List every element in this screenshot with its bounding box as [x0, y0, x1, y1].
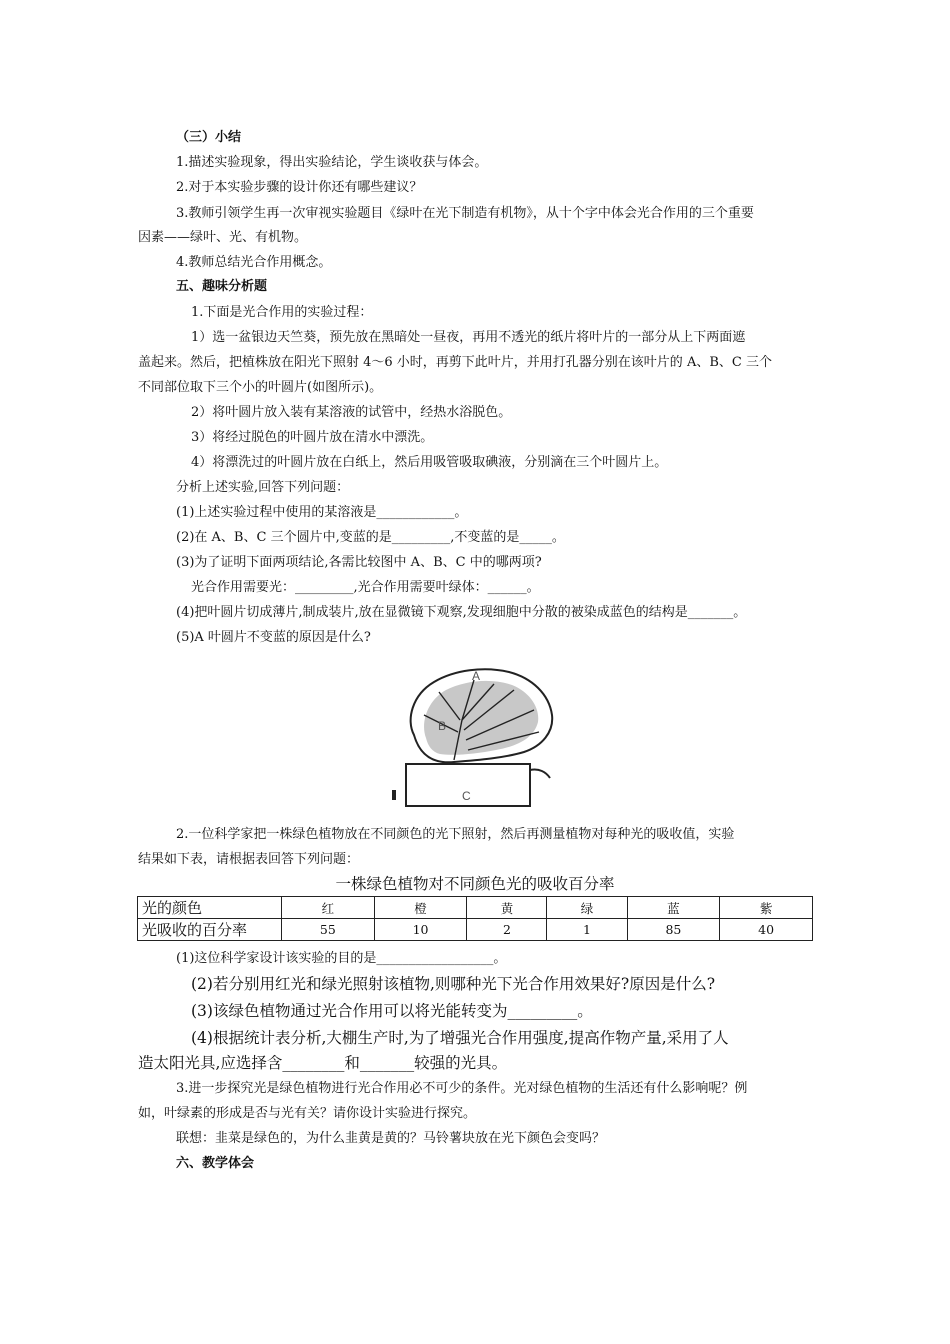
table-row: [138, 897, 813, 919]
text-line: (1)这位科学家设计该实验的目的是__________________。: [176, 951, 507, 966]
text-line: 造太阳光具,应选择含________和_______较强的光具。: [138, 1054, 508, 1072]
absorption-table: [137, 896, 813, 941]
text-line: 联想：韭菜是绿色的，为什么韭黄是黄的？马铃薯块放在光下颜色会变吗？: [176, 1131, 606, 1146]
text-line: 五、趣味分析题: [176, 279, 268, 294]
text-line: （三）小结: [176, 130, 242, 145]
text-line: 分析上述实验,回答下列问题：: [176, 480, 350, 495]
text-line: (5)A 叶圆片不变蓝的原因是什么?: [176, 630, 371, 645]
table-cell: 10: [374, 919, 467, 941]
figure-label-a: A: [472, 669, 481, 683]
table-cell: 2: [467, 919, 547, 941]
text-line: (3)为了证明下面两项结论,各需比较图中 A、B、C 中的哪两项?: [176, 555, 542, 570]
figure-label-b: B: [438, 719, 447, 733]
text-line: (2)在 A、B、C 三个圆片中,变蓝的是_________,不变蓝的是_____。: [176, 530, 565, 545]
table-caption: 一株绿色植物对不同颜色光的吸收百分率: [335, 875, 615, 893]
text-line: (3)该绿色植物通过光合作用可以将光能转变为_________。: [191, 1002, 593, 1020]
row-header-percent: 光吸收的百分率: [138, 919, 282, 941]
figure-label-c: C: [462, 789, 471, 803]
table-cell: 绿: [547, 897, 627, 919]
text-line: 1.描述实验现象，得出实验结论，学生谈收获与体会。: [176, 155, 488, 170]
text-line: 六、教学体会: [176, 1156, 255, 1171]
row-header-color: 光的颜色: [138, 897, 282, 919]
text-line: 光合作用需要光：_________,光合作用需要叶绿体：______。: [191, 580, 540, 595]
text-line: (4)把叶圆片切成薄片,制成装片,放在显微镜下观察,发现细胞中分散的被染成蓝色的结构是_______。: [176, 605, 747, 620]
text-line: (1)上述实验过程中使用的某溶液是____________。: [176, 505, 468, 520]
text-line: 如，叶绿素的形成是否与光有关？请你设计实验进行探究。: [138, 1106, 477, 1121]
text-line: 2.对于本实验步骤的设计你还有哪些建议？: [176, 180, 423, 195]
text-line: 3.进一步探究光是绿色植物进行光合作用必不可少的条件。光对绿色植物的生活还有什么影响呢？例: [176, 1081, 748, 1096]
text-line: 4.教师总结光合作用概念。: [176, 255, 332, 270]
table-cell: 蓝: [627, 897, 720, 919]
text-line: 4）将漂洗过的叶圆片放在白纸上，然后用吸管吸取碘液，分别滴在三个叶圆片上。: [191, 455, 668, 470]
text-line: 1.下面是光合作用的实验过程：: [191, 305, 373, 320]
leaf-diagram: [384, 660, 556, 810]
text-line: 1）选一盆银边天竺葵，预先放在黑暗处一昼夜，再用不透光的纸片将叶片的一部分从上下两面遮: [191, 330, 746, 345]
table-cell: 橙: [374, 897, 467, 919]
table-cell: 85: [627, 919, 720, 941]
table-cell: 1: [547, 919, 627, 941]
text-line: 3.教师引领学生再一次审视实验题目《绿叶在光下制造有机物》，从十个字中体会光合作用的三个重要: [176, 206, 754, 221]
table-cell: 黄: [467, 897, 547, 919]
text-line: (4)根据统计表分析,大棚生产时,为了增强光合作用强度,提高作物产量,采用了人: [191, 1029, 729, 1047]
text-line: 3）将经过脱色的叶圆片放在清水中漂洗。: [191, 430, 434, 445]
text-line: 盖起来。然后，把植株放在阳光下照射 4～6 小时，再剪下此叶片，并用打孔器分别在该叶片的 A、B、C 三个: [138, 355, 772, 370]
table-cell: 紫: [720, 897, 813, 919]
table-row: [138, 919, 813, 941]
text-line: 2.一位科学家把一株绿色植物放在不同颜色的光下照射，然后再测量植物对每种光的吸收值，实验: [176, 827, 735, 842]
text-line: 因素——绿叶、光、有机物。: [138, 230, 308, 245]
table-cell: 红: [282, 897, 375, 919]
table-cell: 55: [282, 919, 375, 941]
text-line: 结果如下表，请根据表回答下列问题：: [138, 852, 360, 867]
text-line: 不同部位取下三个小的叶圆片(如图所示)。: [138, 380, 383, 395]
table-cell: 40: [720, 919, 813, 941]
text-line: 2）将叶圆片放入装有某溶液的试管中，经热水浴脱色。: [191, 405, 512, 420]
text-line: (2)若分别用红光和绿光照射该植物,则哪种光下光合作用效果好?原因是什么?: [191, 975, 716, 993]
